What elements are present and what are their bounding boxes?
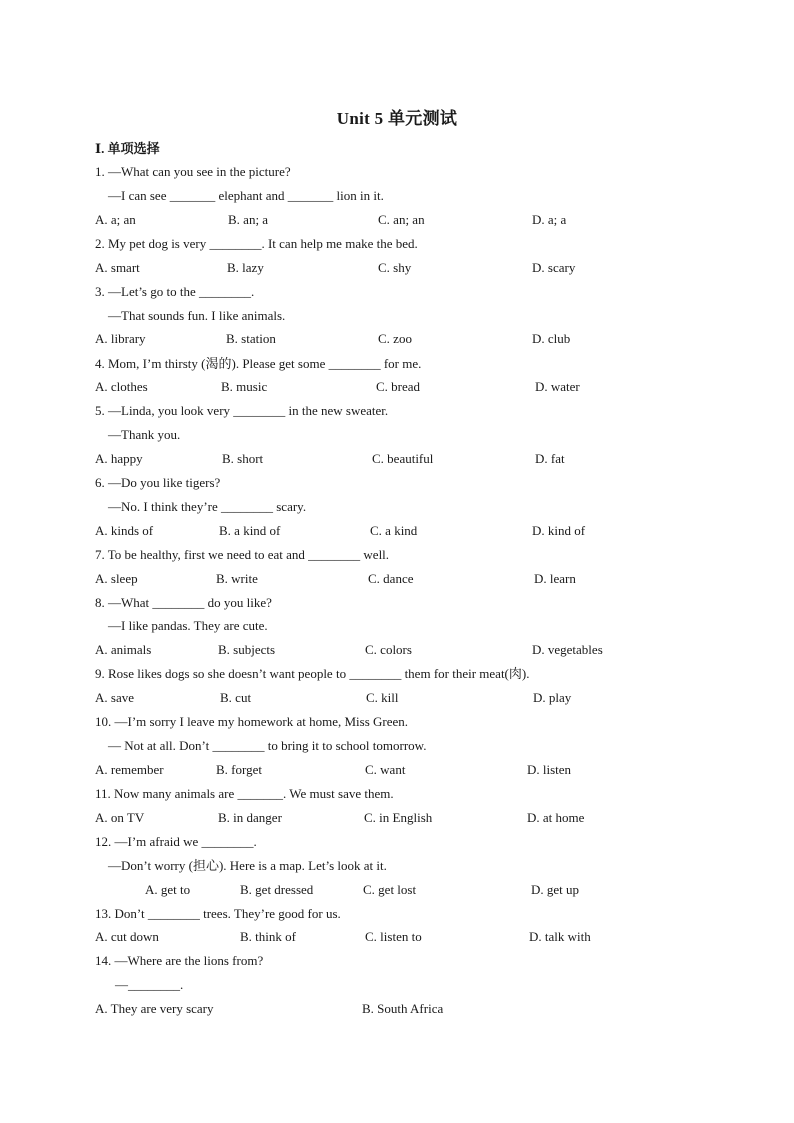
question-3-stem: 3. —Let’s go to the ________. <box>95 284 255 299</box>
question-1-option-c: C. an; an <box>378 212 425 227</box>
section-heading: Ⅰ. 单项选择 <box>95 141 160 156</box>
question-4-option-b: B. music <box>221 379 268 394</box>
question-14-stem: 14. —Where are the lions from? <box>95 953 264 968</box>
question-10-stem: 10. —I’m sorry I leave my homework at home, Miss Green. <box>95 714 409 729</box>
question-5-option-a: A. happy <box>95 451 143 466</box>
question-6-option-c: C. a kind <box>370 523 418 538</box>
page-title: Unit 5 单元测试 <box>336 109 458 128</box>
question-12-option-a: A. get to <box>145 882 191 897</box>
question-9-option-c: C. kill <box>366 690 399 705</box>
question-7-option-d: D. learn <box>534 571 576 586</box>
question-2-option-d: D. scary <box>532 260 576 275</box>
question-4-option-c: C. bread <box>376 379 421 394</box>
question-13-option-a: A. cut down <box>95 929 159 944</box>
question-4-stem: 4. Mom, I’m thirsty (渴的). Please get some ________ for me. <box>95 356 422 371</box>
question-1-option-b: B. an; a <box>228 212 269 227</box>
question-8-option-b: B. subjects <box>218 642 276 657</box>
question-14-option-b: B. South Africa <box>362 1001 444 1016</box>
question-9-option-a: A. save <box>95 690 134 705</box>
question-8-option-c: C. colors <box>365 642 412 657</box>
question-6-option-a: A. kinds of <box>95 523 154 538</box>
question-13-stem: 13. Don’t ________ trees. They’re good for us. <box>95 906 341 921</box>
question-10-reply: — Not at all. Don’t ________ to bring it to school tomorrow. <box>108 738 427 753</box>
question-12-reply: —Don’t worry (担心). Here is a map. Let’s look at it. <box>108 858 387 873</box>
question-11-option-c: C. in English <box>364 810 433 825</box>
question-3-option-b: B. station <box>226 331 276 346</box>
question-1-option-a: A. a; an <box>95 212 136 227</box>
question-12-stem: 12. —I’m afraid we ________. <box>95 834 257 849</box>
question-6-option-d: D. kind of <box>532 523 586 538</box>
question-8-reply: —I like pandas. They are cute. <box>108 618 268 633</box>
question-7-stem: 7. To be healthy, first we need to eat and ________ well. <box>95 547 390 562</box>
question-5-option-c: C. beautiful <box>372 451 434 466</box>
question-7-option-a: A. sleep <box>95 571 138 586</box>
question-4-option-a: A. clothes <box>95 379 148 394</box>
question-1-reply: —I can see _______ elephant and _______ lion in it. <box>108 188 384 203</box>
question-3-option-a: A. library <box>95 331 146 346</box>
question-10-option-a: A. remember <box>95 762 164 777</box>
question-8-option-d: D. vegetables <box>532 642 603 657</box>
question-5-reply: —Thank you. <box>108 427 181 442</box>
question-8-option-a: A. animals <box>95 642 152 657</box>
question-4-option-d: D. water <box>535 379 580 394</box>
question-9-stem: 9. Rose likes dogs so she doesn’t want people to ________ them for their meat(肉). <box>95 666 530 681</box>
question-5-option-b: B. short <box>222 451 264 466</box>
question-2-option-a: A. smart <box>95 260 140 275</box>
question-11-option-a: A. on TV <box>95 810 145 825</box>
question-1-stem: 1. —What can you see in the picture? <box>95 164 291 179</box>
question-14-reply: —________. <box>115 977 184 992</box>
question-10-option-b: B. forget <box>216 762 262 777</box>
question-3-option-d: D. club <box>532 331 571 346</box>
question-5-stem: 5. —Linda, you look very ________ in the new sweater. <box>95 403 389 418</box>
question-9-option-b: B. cut <box>220 690 252 705</box>
question-13-option-c: C. listen to <box>365 929 422 944</box>
question-11-option-d: D. at home <box>527 810 585 825</box>
question-5-option-d: D. fat <box>535 451 565 466</box>
question-11-option-b: B. in danger <box>218 810 282 825</box>
question-11-stem: 11. Now many animals are _______. We must save them. <box>95 786 394 801</box>
question-2-stem: 2. My pet dog is very ________. It can help me make the bed. <box>95 236 418 251</box>
question-10-option-d: D. listen <box>527 762 572 777</box>
question-12-option-c: C. get lost <box>363 882 417 897</box>
question-2-option-c: C. shy <box>378 260 412 275</box>
question-13-option-b: B. think of <box>240 929 296 944</box>
question-3-reply: —That sounds fun. I like animals. <box>108 308 286 323</box>
question-6-stem: 6. —Do you like tigers? <box>95 475 221 490</box>
question-3-option-c: C. zoo <box>378 331 412 346</box>
question-1-option-d: D. a; a <box>532 212 567 227</box>
question-10-option-c: C. want <box>365 762 406 777</box>
question-7-option-c: C. dance <box>368 571 414 586</box>
question-9-option-d: D. play <box>533 690 572 705</box>
question-6-reply: —No. I think they’re ________ scary. <box>108 499 307 514</box>
question-12-option-d: D. get up <box>531 882 580 897</box>
question-8-stem: 8. —What ________ do you like? <box>95 595 272 610</box>
question-2-option-b: B. lazy <box>227 260 264 275</box>
question-14-option-a: A. They are very scary <box>95 1001 214 1016</box>
question-7-option-b: B. write <box>216 571 258 586</box>
question-13-option-d: D. talk with <box>529 929 591 944</box>
question-12-option-b: B. get dressed <box>240 882 314 897</box>
question-6-option-b: B. a kind of <box>219 523 281 538</box>
